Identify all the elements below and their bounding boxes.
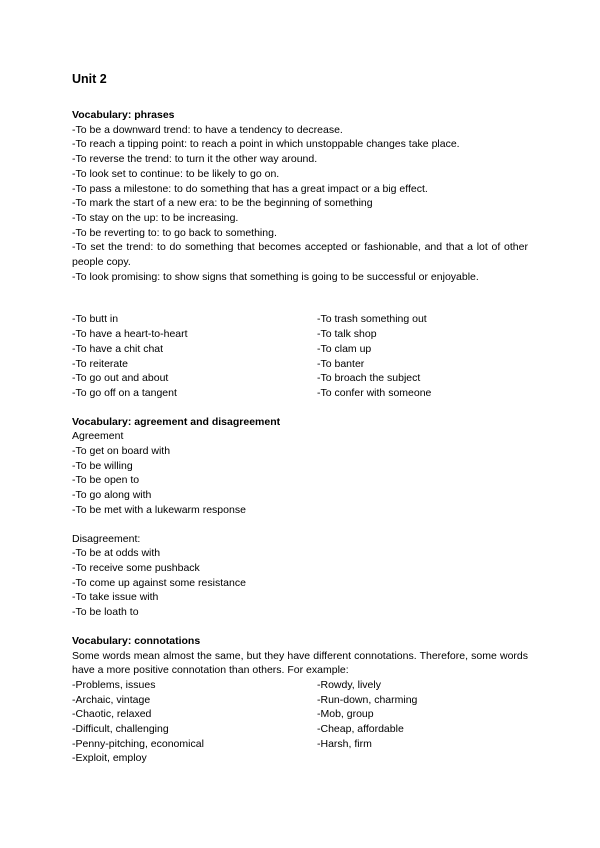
- conversation-left-column: [72, 312, 317, 400]
- list-item: -To reiterate: [72, 357, 129, 370]
- list-item: -To take issue with: [72, 591, 159, 604]
- list-item: -Mob, group: [317, 708, 374, 721]
- disagreement-label: Disagreement:: [72, 532, 141, 545]
- phrase-item: -To mark the start of a new era: to be the beginning of something: [72, 197, 373, 210]
- list-item: -To be willing: [72, 459, 133, 472]
- list-item: -Problems, issues: [72, 678, 156, 691]
- spacer: [72, 284, 528, 312]
- phrase-item: -To reverse the trend: to turn it the other way around.: [72, 153, 318, 166]
- list-item: -Exploit, employ: [72, 752, 147, 765]
- list-item: -To broach the subject: [317, 372, 421, 385]
- phrase-item: -To be reverting to: to go back to something.: [72, 226, 277, 239]
- phrase-item-look-promising: -To look promising: to show signs that something is going to be successful or enjoyable.: [72, 270, 479, 283]
- list-item: -Penny-pitching, economical: [72, 737, 204, 750]
- list-item: -To be at odds with: [72, 547, 161, 560]
- list-item: -To receive some pushback: [72, 561, 200, 574]
- phrase-item: -To look set to continue: to be likely to go on.: [72, 167, 280, 180]
- list-item: -To be loath to: [72, 606, 139, 619]
- phrases-heading: Vocabulary: phrases: [72, 109, 175, 121]
- connotations-right-column: [317, 678, 528, 766]
- agreement-label: Agreement: [72, 430, 124, 443]
- conversation-list: [72, 312, 528, 400]
- list-item: -Chaotic, relaxed: [72, 708, 152, 721]
- list-item: -To go off on a tangent: [72, 386, 177, 399]
- list-item: -To be met with a lukewarm response: [72, 503, 246, 516]
- connotations-left-column: [72, 678, 317, 766]
- list-item: -Run-down, charming: [317, 693, 418, 706]
- list-item: -To be open to: [72, 474, 140, 487]
- conversation-right-column: [317, 312, 528, 400]
- phrase-item-set-trend: -To set the trend: to do something that becomes accepted or fashionable, and that a lot of other people copy.: [72, 241, 528, 269]
- unit-title: Unit 2: [72, 72, 107, 86]
- list-item: -To talk shop: [317, 328, 377, 341]
- list-item: -To go out and about: [72, 372, 169, 385]
- list-item: -Cheap, affordable: [317, 723, 404, 736]
- list-item: -To confer with someone: [317, 386, 432, 399]
- spacer: [72, 620, 528, 634]
- list-item: -Rowdy, lively: [317, 678, 381, 691]
- list-item: -To get on board with: [72, 445, 171, 458]
- list-item: -To come up against some resistance: [72, 576, 246, 589]
- list-item: -Archaic, vintage: [72, 693, 151, 706]
- phrase-item: -To pass a milestone: to do something that has a great impact or a big effect.: [72, 182, 428, 195]
- phrase-item: -To be a downward trend: to have a tendency to decrease.: [72, 123, 343, 136]
- list-item: -To banter: [317, 357, 365, 370]
- list-item: -To have a heart-to-heart: [72, 328, 188, 341]
- list-item: -To trash something out: [317, 313, 427, 326]
- list-item: -Difficult, challenging: [72, 723, 169, 736]
- list-item: -To go along with: [72, 489, 152, 502]
- connotations-list: [72, 678, 528, 766]
- list-item: -To have a chit chat: [72, 342, 164, 355]
- connotations-intro: Some words mean almost the same, but they have different connotations. Therefore, some words have a more positive connotation than others. For example:: [72, 649, 528, 677]
- agreement-heading: Vocabulary: agreement and disagreement: [72, 415, 281, 428]
- connotations-heading: Vocabulary: connotations: [72, 634, 201, 647]
- phrase-item: -To stay on the up: to be increasing.: [72, 211, 239, 224]
- list-item: -Harsh, firm: [317, 737, 372, 750]
- spacer: [72, 518, 528, 532]
- list-item: -To butt in: [72, 313, 119, 326]
- list-item: -To clam up: [317, 342, 372, 355]
- phrase-item: -To reach a tipping point: to reach a point in which unstoppable changes take place.: [72, 138, 460, 151]
- spacer: [72, 401, 528, 415]
